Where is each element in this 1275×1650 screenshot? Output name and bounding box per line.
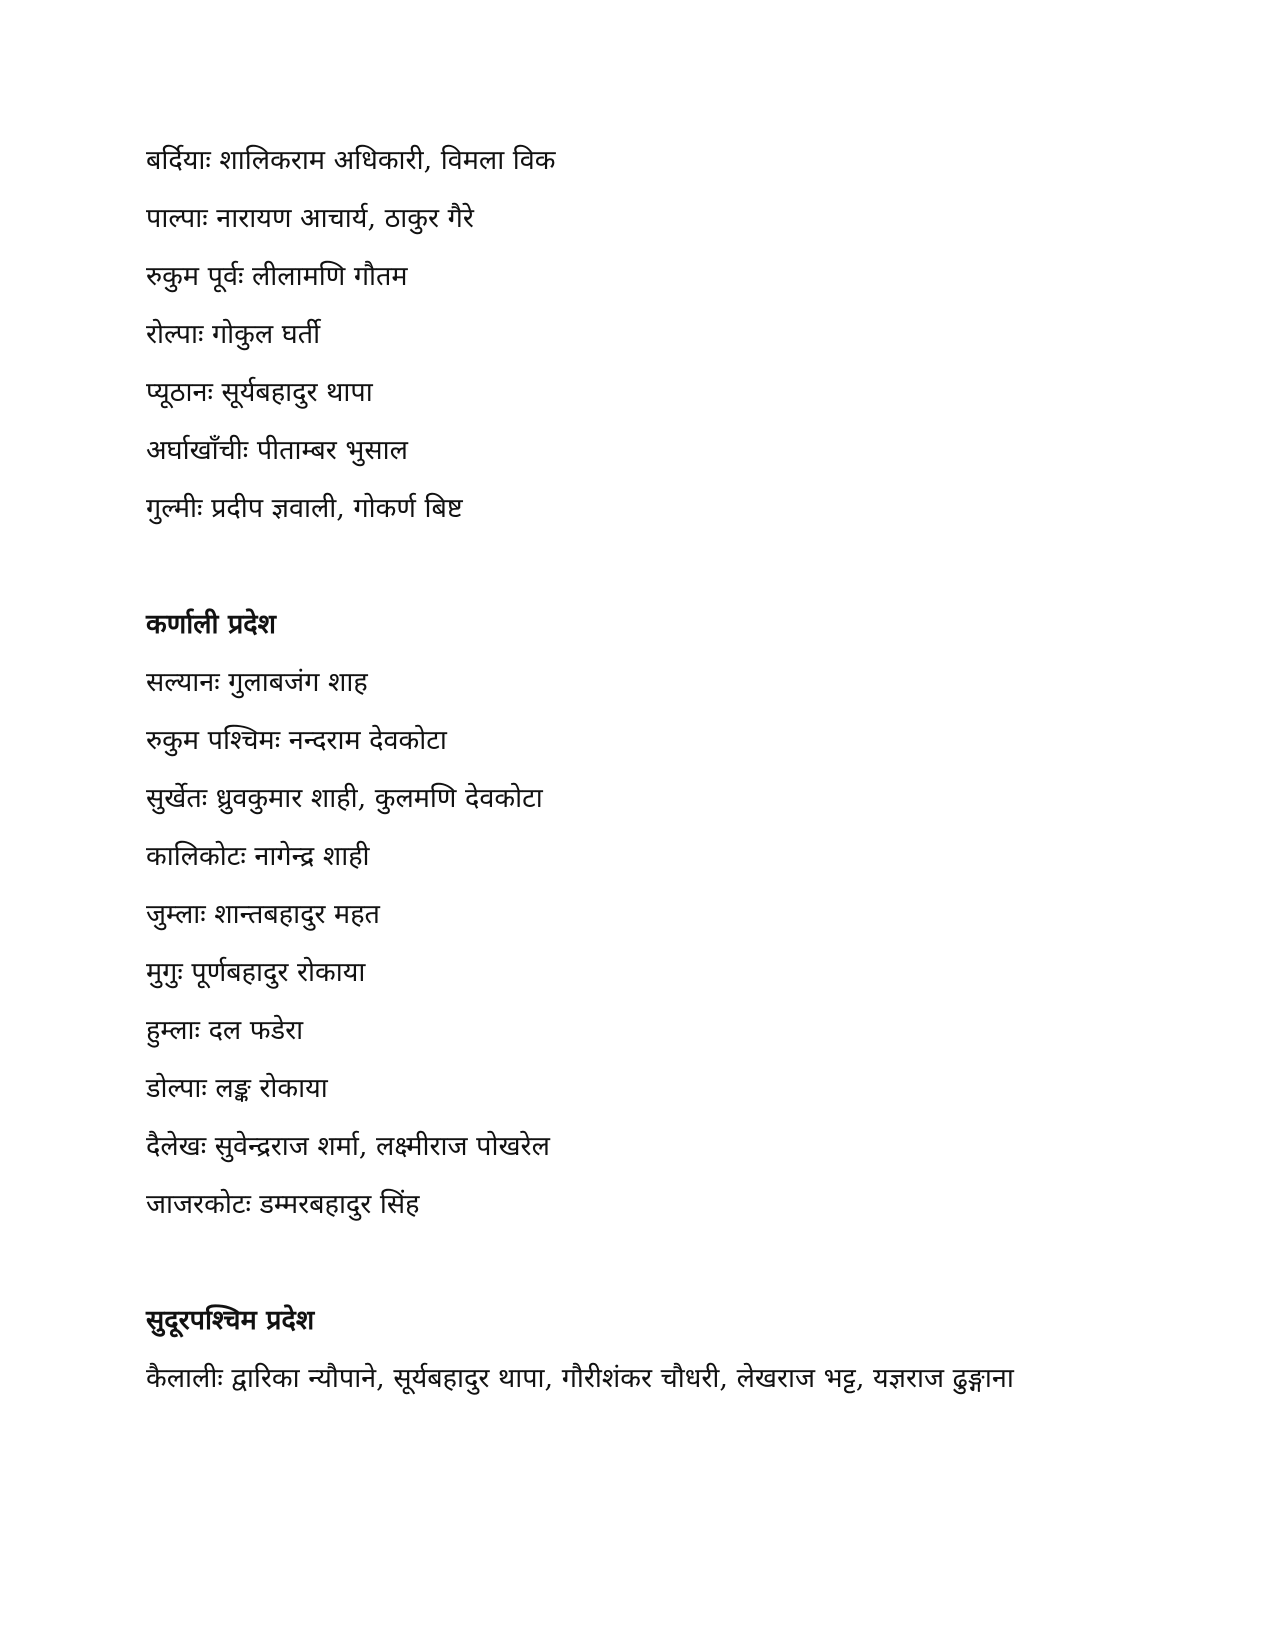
district-entry-gulmi: गुल्मीः प्रदीप ज्ञवाली, गोकर्ण बिष्ट [146, 493, 463, 524]
district-entry-kailali: कैलालीः द्वारिका न्यौपाने, सूर्यबहादुर थापा, गौरीशंकर चौधरी, लेखराज भट्ट, यज्ञराज ढुङ्गाना [146, 1363, 1014, 1394]
district-entry-rolpa: रोल्पाः गोकुल घर्ती [146, 319, 321, 350]
section-heading-sudurpashchim: सुदूरपश्चिम प्रदेश [146, 1305, 315, 1336]
district-entry-rukum-west: रुकुम पश्चिमः नन्दराम देवकोटा [146, 725, 447, 756]
district-entry-rukum-east: रुकुम पूर्वः लीलामणि गौतम [146, 261, 408, 292]
district-entry-jajarkot: जाजरकोटः डम्मरबहादुर सिंह [146, 1189, 420, 1220]
district-entry-salyan: सल्यानः गुलाबजंग शाह [146, 667, 368, 698]
district-entry-pyuthan: प्यूठानः सूर्यबहादुर थापा [146, 377, 373, 408]
district-entry-arghakhanchi: अर्घाखाँचीः पीताम्बर भुसाल [146, 435, 408, 466]
district-entry-humla: हुम्लाः दल फडेरा [146, 1015, 304, 1046]
district-entry-jumla: जुम्लाः शान्तबहादुर महत [146, 899, 380, 930]
district-entry-dolpa: डोल्पाः लङ्क रोकाया [146, 1073, 328, 1104]
district-entry-palpa: पाल्पाः नारायण आचार्य, ठाकुर गैरे [146, 203, 474, 234]
district-entry-surkhet: सुर्खेतः ध्रुवकुमार शाही, कुलमणि देवकोटा [146, 783, 543, 814]
section-heading-karnali: कर्णाली प्रदेश [146, 609, 277, 640]
district-entry-mugu: मुगुः पूर्णबहादुर रोकाया [146, 957, 366, 988]
district-entry-dailekh: दैलेखः सुवेन्द्रराज शर्मा, लक्ष्मीराज पोखरेल [146, 1131, 550, 1162]
district-entry-bardiya: बर्दियाः शालिकराम अधिकारी, विमला विक [146, 145, 556, 176]
district-entry-kalikot: कालिकोटः नागेन्द्र शाही [146, 841, 370, 872]
